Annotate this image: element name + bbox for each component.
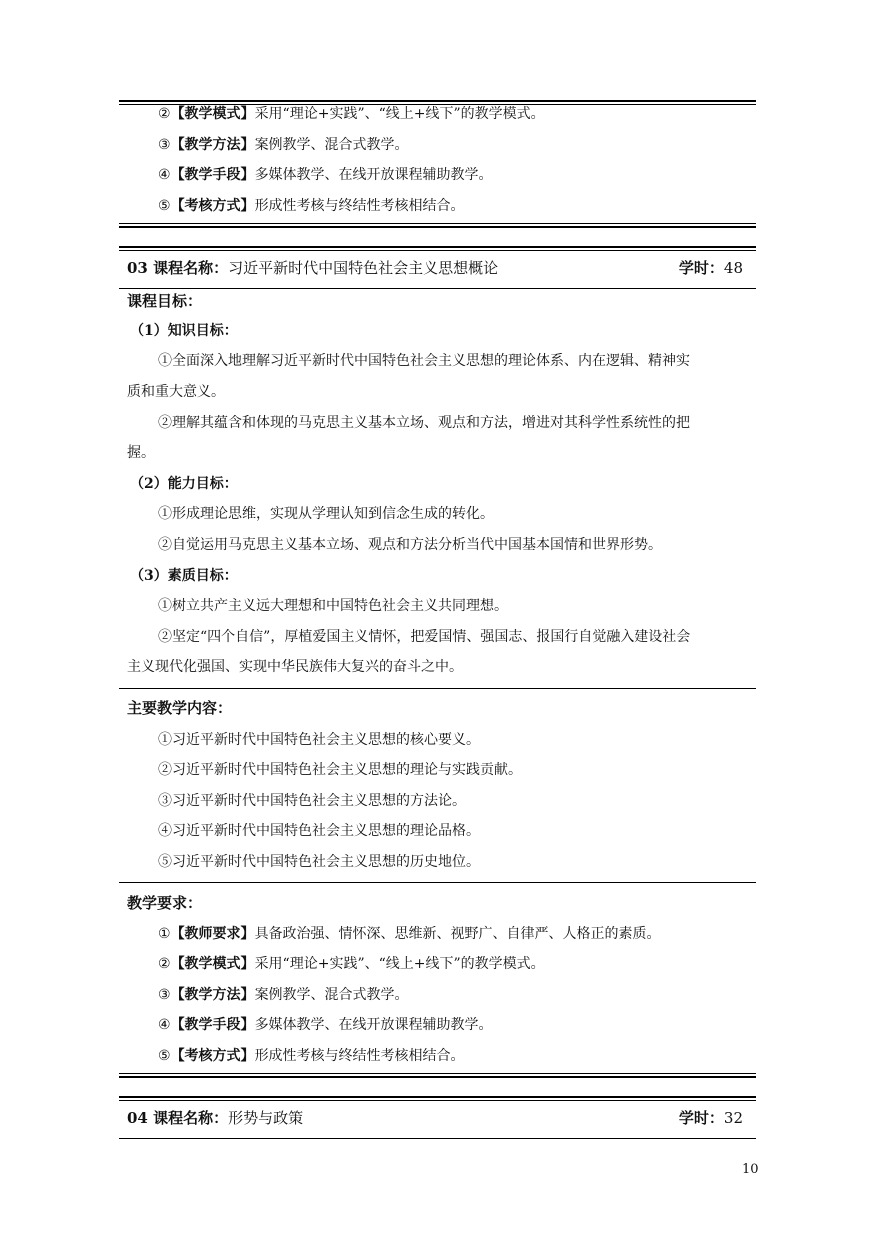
item-number: ⑤ [158,198,171,214]
objectives-divider [119,688,756,689]
objectives-title: 课程目标： [127,292,203,310]
table-end-rule [119,1076,756,1078]
item-tag: 【教学方法】 [170,137,255,153]
course04-title [127,1108,303,1128]
knowledge-title: （1）知识目标： [130,323,238,339]
course03-hours [679,258,743,278]
course03-header-divider [119,288,756,289]
content-item: ①习近平新时代中国特色社会主义思想的核心要义。 [158,732,480,748]
quality-title: （3）素质目标： [130,568,238,584]
knowledge-item-line: 质和重大意义。 [127,384,225,400]
item-number: ⑤ [158,1048,171,1064]
hours-value: 48 [723,259,743,277]
item-text: 采用“理论+实践”、“线上+线下”的教学模式。 [254,956,545,972]
hours-label: 学时： [678,1109,724,1127]
hours-value: 32 [723,1109,743,1127]
item-tag: 【教学手段】 [170,167,255,183]
ability-item: ②自觉运用马克思主义基本立场、观点和方法分析当代中国基本国情和世界形势。 [158,537,662,553]
item-tag: 【教学手段】 [170,1017,255,1033]
requirements-title: 教学要求： [127,894,203,912]
top-rule [119,100,756,102]
item-tag: 【教师要求】 [170,926,255,942]
table-end-rule-inner [119,1073,756,1074]
item-text: 具备政治强、情怀深、思维新、视野广、自律严、人格正的素质。 [254,926,661,942]
item-text: 形成性考核与终结性考核相结合。 [254,198,465,214]
course-label: 03 课程名称： [127,259,229,277]
item-number: ④ [158,1017,171,1033]
requirement-item [158,924,661,944]
item-tag: 【教学模式】 [170,106,255,122]
course04-top-rule [119,1096,756,1098]
item-text: 形成性考核与终结性考核相结合。 [254,1048,465,1064]
requirement-item [158,985,409,1005]
content-item: ④习近平新时代中国特色社会主义思想的理论品格。 [158,823,480,839]
requirement-item [158,1015,493,1035]
hours-label: 学时： [678,259,724,277]
course-name: 习近平新时代中国特色社会主义思想概论 [228,259,499,277]
requirement-item [158,165,493,185]
item-number: ② [158,106,171,122]
content-title: 主要教学内容： [127,699,233,717]
content-item: ③习近平新时代中国特色社会主义思想的方法论。 [158,793,466,809]
requirement-item [158,954,545,974]
knowledge-item-line: ①全面深入地理解习近平新时代中国特色社会主义思想的理论体系、内在逻辑、精神实 [158,353,690,369]
requirement-item [158,135,409,155]
content-item: ⑤习近平新时代中国特色社会主义思想的历史地位。 [158,854,480,870]
item-text: 采用“理论+实践”、“线上+线下”的教学模式。 [254,106,545,122]
page-number: 10 [742,1162,759,1177]
quality-item-line: ①树立共产主义远大理想和中国特色社会主义共同理想。 [158,598,508,614]
content-item: ②习近平新时代中国特色社会主义思想的理论与实践贡献。 [158,762,522,778]
course04-header-divider [119,1138,756,1139]
item-tag: 【考核方式】 [170,198,255,214]
requirement-item [158,1046,465,1066]
course04-top-rule-inner [119,1100,756,1101]
item-tag: 【教学模式】 [170,956,255,972]
item-number: ④ [158,167,171,183]
quality-item-line: ②坚定“四个自信”，厚植爱国主义情怀，把爱国情、强国志、报国行自觉融入建设社会 [158,629,691,645]
item-text: 多媒体教学、在线开放课程辅助教学。 [254,167,493,183]
table-end-rule-inner [119,223,756,224]
item-text: 多媒体教学、在线开放课程辅助教学。 [254,1017,493,1033]
item-number: ③ [158,137,171,153]
item-number: ① [158,926,171,942]
knowledge-item-line: 握。 [127,445,155,461]
table-end-rule [119,226,756,228]
course03-top-rule [119,246,756,248]
item-number: ② [158,956,171,972]
course-name: 形势与政策 [228,1109,304,1127]
course03-title [127,258,498,278]
item-tag: 【考核方式】 [170,1048,255,1064]
ability-item: ①形成理论思维，实现从学理认知到信念生成的转化。 [158,506,494,522]
item-text: 案例教学、混合式教学。 [254,137,409,153]
course-label: 04 课程名称： [127,1109,229,1127]
item-number: ③ [158,987,171,1003]
item-text: 案例教学、混合式教学。 [254,987,409,1003]
knowledge-item-line: ②理解其蕴含和体现的马克思主义基本立场、观点和方法，增进对其科学性系统性的把 [158,415,690,431]
quality-item-line: 主义现代化强国、实现中华民族伟大复兴的奋斗之中。 [127,659,463,675]
ability-title: （2）能力目标： [130,476,238,492]
course03-top-rule-inner [119,250,756,251]
content-divider [119,882,756,883]
course04-hours [679,1108,743,1128]
item-tag: 【教学方法】 [170,987,255,1003]
requirement-item [158,104,545,124]
requirement-item [158,196,465,216]
